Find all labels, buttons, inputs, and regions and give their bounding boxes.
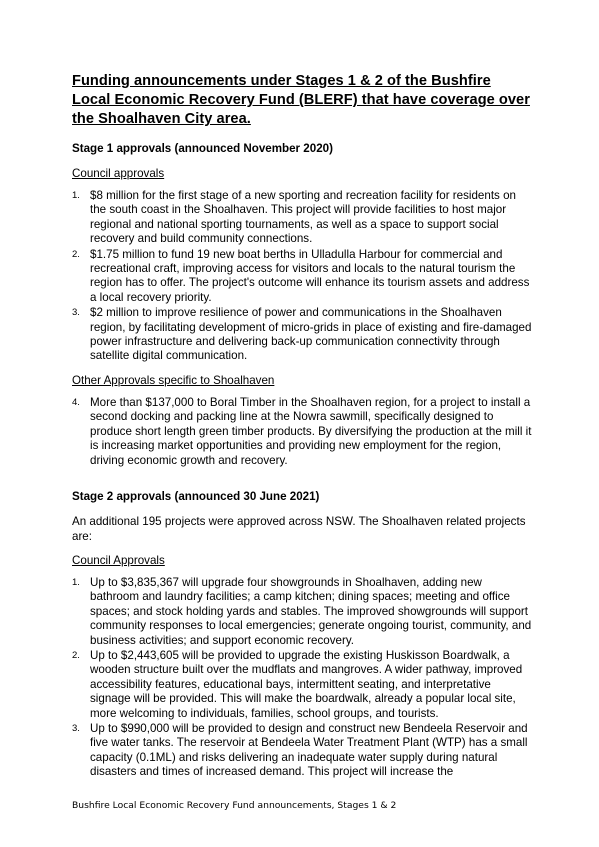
list-item-text: $1.75 million to fund 19 new boat berths in Ulladulla Harbour for commercial and recreational craft, improving access for visitors and locals to the natural tourism the region has to offer. The project's outcome will enhance its tourism assets and address a local recovery priority. <box>90 247 530 304</box>
list-item <box>72 396 532 468</box>
list-number: 1. <box>72 190 80 201</box>
list-item <box>72 306 532 364</box>
section-spacer <box>72 477 532 489</box>
stage1-other-list <box>72 396 532 468</box>
list-number: 3. <box>72 722 80 734</box>
stage2-intro: An additional 195 projects were approved across NSW. The Shoalhaven related projects are: <box>72 514 526 543</box>
stage1-council-heading: Council approvals <box>72 167 165 180</box>
list-number: 2. <box>72 649 80 661</box>
list-number: 2. <box>72 248 80 260</box>
list-item <box>72 576 532 648</box>
stage1-other-heading: Other Approvals specific to Shoalhaven <box>72 373 275 387</box>
list-item-text: Up to $990,000 will be provided to design and construct new Bendeela Reservoir and five water tanks. The reservoir at Bendeela Water Treatment Plant (WTP) has a small capacity (0.1ML) and risks delivering an inadequate water supply during natural disasters and times of increased demand. This project will increase the <box>90 721 528 779</box>
list-number: 3. <box>72 307 80 319</box>
list-item-text: Up to $3,835,367 will upgrade four showgrounds in Shoalhaven, adding new bathroom and laundry facilities; a camp kitchen; dining spaces; meeting and office spaces; and stock holding yards and stables. The improved showgrounds will support community responses to local emergencies; generate ongoing tourist, community, and business activities; and support economic recovery. <box>90 575 532 647</box>
list-number: 1. <box>72 576 80 588</box>
list-item <box>72 189 532 247</box>
stage2-heading: Stage 2 approvals (announced 30 June 2021) <box>72 489 320 503</box>
list-number: 4. <box>72 396 80 408</box>
stage1-council-list <box>72 189 532 364</box>
stage1-heading: Stage 1 approvals (announced November 2020) <box>72 142 333 155</box>
stage2-council-heading: Council Approvals <box>72 553 165 567</box>
stage2-council-list <box>72 576 532 780</box>
page-footer: Bushfire Local Economic Recovery Fund announcements, Stages 1 & 2 <box>72 800 397 811</box>
list-item-text: $8 million for the first stage of a new sporting and recreation facility for residents on the south coast in the Shoalhaven. This project will provide facilities to host major regional and national sporting tournaments, as well as a space to support social recovery and build community connections. <box>90 189 516 246</box>
list-item <box>72 722 532 780</box>
list-item <box>72 248 532 306</box>
document-body <box>72 72 532 789</box>
list-item-text: More than $137,000 to Boral Timber in the Shoalhaven region, for a project to install a second docking and packing line at the Nowra sawmill, specifically designed to produce short length green timber products. By diversifying the production at the mill it is increasing market opportunities and providing new employment for the region, driving economic growth and recovery. <box>90 395 532 467</box>
list-item <box>72 649 532 721</box>
document-title: Funding announcements under Stages 1 & 2 of the Bushfire Local Economic Recovery Fund (BLERF) that have coverage over the Shoalhaven City area. <box>72 73 530 127</box>
list-item-text: Up to $2,443,605 will be provided to upgrade the existing Huskisson Boardwalk, a wooden structure built over the mudflats and mangroves. A wider pathway, improved accessibility features, educational bays, intermittent seating, and interpretative signage will be provided. This will make the boardwalk, already a popular local site, more welcoming to individuals, families, school groups, and tourists. <box>90 648 523 720</box>
list-item-text: $2 million to improve resilience of power and communications in the Shoalhaven region, by facilitating development of micro-grids in place of existing and fire-damaged power infrastructure and delivering back-up communication connectivity through satellite digital communication. <box>90 306 532 363</box>
